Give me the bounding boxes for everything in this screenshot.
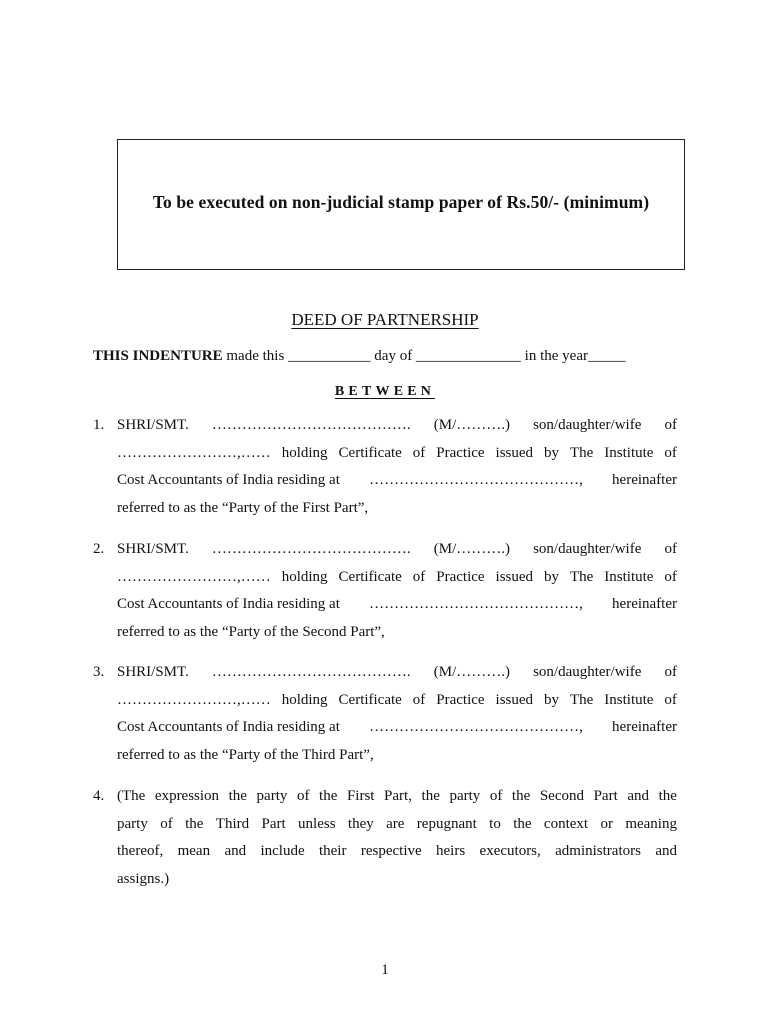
- word: holding: [281, 444, 328, 461]
- clause-line: [117, 687, 677, 715]
- word: by: [544, 568, 560, 585]
- word: to: [489, 815, 501, 832]
- word: ……………………,……: [117, 444, 271, 461]
- clause-line: [117, 467, 677, 495]
- clause-line: [117, 838, 677, 866]
- word: the: [513, 815, 532, 832]
- word: Cost Accountants of India residing at: [117, 719, 340, 735]
- clause-line: [117, 811, 677, 839]
- word: Third: [215, 815, 250, 832]
- word: by: [544, 444, 560, 461]
- clause-number: 4.: [93, 788, 105, 804]
- word: context: [543, 815, 589, 832]
- word: the: [185, 815, 204, 832]
- clause-line: referred to as the “Party of the Third Part”,: [117, 746, 374, 763]
- word: Institute: [604, 691, 654, 708]
- word: of: [664, 664, 677, 680]
- word: Certificate: [338, 444, 402, 461]
- word: the: [511, 788, 531, 804]
- clause-line: referred to as the “Party of the Second Part”,: [117, 623, 385, 640]
- word: of: [412, 444, 426, 461]
- word: SHRI/SMT.: [117, 417, 189, 433]
- word: son/daughter/wife: [533, 541, 642, 557]
- word: their: [318, 843, 347, 859]
- word: Certificate: [338, 691, 402, 708]
- word: of: [664, 691, 677, 708]
- clause-line: [117, 412, 677, 440]
- clause-line: [117, 714, 677, 742]
- clause-number: 2.: [93, 541, 105, 557]
- clause-line: [117, 659, 677, 687]
- word: (M/……….): [433, 541, 510, 557]
- word: Cost Accountants of India residing at: [117, 472, 340, 488]
- word: issued: [495, 444, 534, 461]
- clause-line: [117, 591, 677, 619]
- word: of: [412, 691, 426, 708]
- clause-body: [117, 412, 677, 522]
- indenture-text: made this ___________ day of ______________ in the year_____: [222, 348, 626, 364]
- word: Practice: [436, 444, 485, 461]
- word: meaning: [625, 815, 677, 832]
- clause-body: [117, 536, 677, 646]
- word: of: [160, 815, 173, 832]
- word: include: [260, 843, 305, 859]
- word: the: [228, 788, 247, 804]
- word: or: [600, 815, 613, 832]
- word: ……………………,……: [117, 568, 271, 585]
- clause-body: [117, 783, 677, 893]
- word: issued: [495, 691, 534, 708]
- word: thereof,: [117, 843, 164, 859]
- word: respective: [360, 843, 422, 859]
- word: Practice: [436, 691, 485, 708]
- word: and: [627, 788, 649, 804]
- word: ……………………,……: [117, 691, 271, 708]
- between-heading: BETWEEN: [334, 384, 436, 399]
- word: hereinafter: [612, 596, 677, 612]
- document-title: DEED OF PARTNERSHIP: [291, 310, 479, 329]
- word: The: [569, 568, 594, 585]
- word: by: [544, 691, 560, 708]
- word: Certificate: [338, 568, 402, 585]
- clause-number: 3.: [93, 664, 105, 680]
- word: hereinafter: [612, 719, 677, 735]
- word: of: [664, 417, 677, 433]
- word: are: [386, 815, 405, 832]
- clause-number: 1.: [93, 417, 105, 433]
- word: of: [664, 541, 677, 557]
- party-clause-3: [93, 659, 677, 769]
- word: SHRI/SMT.: [117, 664, 189, 680]
- word: mean: [177, 843, 211, 859]
- word: The: [569, 444, 594, 461]
- word: Cost Accountants of India residing at: [117, 596, 340, 612]
- word: holding: [281, 568, 328, 585]
- word: Second: [539, 788, 584, 804]
- word: administrators: [555, 843, 641, 859]
- stamp-paper-notice: To be executed on non-judicial stamp paper of Rs.50/- (minimum): [152, 192, 650, 212]
- clause-line: [117, 536, 677, 564]
- word: party: [117, 815, 148, 832]
- word: the: [319, 788, 338, 804]
- word: Practice: [436, 568, 485, 585]
- word: Part: [593, 788, 618, 804]
- word: ……………………………………,: [369, 472, 583, 488]
- word: (The: [117, 788, 146, 804]
- party-clause-2: [93, 536, 677, 646]
- word: unless: [298, 815, 336, 832]
- clause-line: [117, 783, 677, 811]
- word: and: [224, 843, 247, 859]
- expression-clause-4: [93, 783, 677, 893]
- indenture-lead: THIS INDENTURE: [93, 348, 223, 364]
- word: of: [664, 444, 677, 461]
- word: and: [655, 843, 677, 859]
- word: holding: [281, 691, 328, 708]
- word: ……………………………………,: [369, 596, 583, 612]
- word: SHRI/SMT.: [117, 541, 189, 557]
- party-clause-1: [93, 412, 677, 522]
- stamp-paper-notice-box: [117, 139, 685, 270]
- word: ………………………………….: [211, 541, 411, 557]
- word: (M/……….): [433, 417, 510, 433]
- word: the: [658, 788, 677, 804]
- word: of: [412, 568, 426, 585]
- word: Part,: [384, 788, 412, 804]
- word: Institute: [604, 444, 654, 461]
- word: party: [256, 788, 288, 804]
- word: heirs: [436, 843, 466, 859]
- word: son/daughter/wife: [533, 664, 642, 680]
- word: repugnant: [416, 815, 477, 832]
- page-number: 1: [381, 962, 389, 978]
- word: son/daughter/wife: [533, 417, 642, 433]
- word: expression: [154, 788, 220, 804]
- word: ………………………………….: [211, 417, 411, 433]
- clause-line: [117, 564, 677, 592]
- word: The: [569, 691, 594, 708]
- word: of: [664, 568, 677, 585]
- clause-line: referred to as the “Party of the First Part”,: [117, 499, 369, 516]
- word: executors,: [479, 843, 541, 859]
- word: of: [296, 788, 310, 804]
- word: ……………………………………,: [369, 719, 583, 735]
- clause-body: [117, 659, 677, 769]
- indenture-line: [93, 348, 626, 365]
- clause-line: [117, 440, 677, 468]
- word: issued: [495, 568, 534, 585]
- word: party: [449, 788, 481, 804]
- word: the: [421, 788, 440, 804]
- word: of: [489, 788, 503, 804]
- word: Part: [261, 815, 286, 832]
- clause-line: assigns.): [117, 870, 170, 887]
- word: hereinafter: [612, 472, 677, 488]
- word: Institute: [604, 568, 654, 585]
- word: ………………………………….: [211, 664, 411, 680]
- word: (M/……….): [433, 664, 510, 680]
- word: First: [346, 788, 375, 804]
- word: they: [347, 815, 374, 832]
